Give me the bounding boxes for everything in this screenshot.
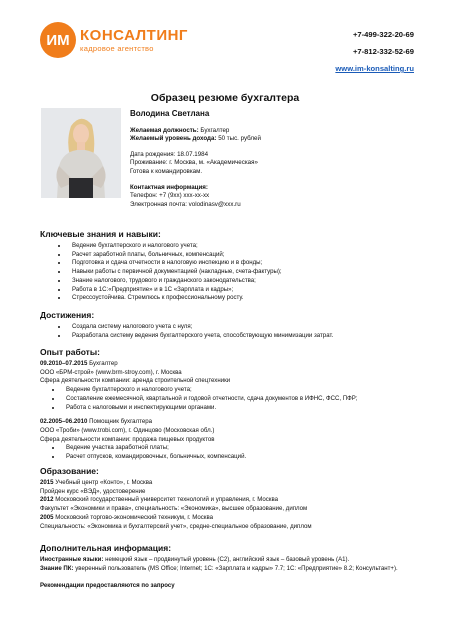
list-item: • Работа с налоговыми и инспектирующими органами. — [62, 404, 420, 413]
experience-heading: Опыт работы: — [40, 347, 100, 357]
logo-tagline: кадровое агентство — [80, 43, 154, 53]
education-heading: Образование: — [40, 466, 99, 476]
list-item: • Навыки работы с первичной документацией (накладные, счета-фактуры); — [68, 268, 420, 277]
list-item: • Подготовка и сдача отчетности в налоговую инспекцию и в фонды; — [68, 259, 420, 268]
personal-info — [130, 110, 261, 209]
education-line: Факультет «Экономики и права», специальность: «Экономика», высшее образование, диплом — [40, 505, 308, 513]
job-company: ООО «БРМ-строй» (www.brm-stroy.com), г. Москва — [40, 368, 182, 376]
document-title: Образец резюме бухгалтера — [150, 92, 300, 104]
candidate-name: Володина Светлана — [130, 109, 210, 118]
achievements-heading: Достижения: — [40, 310, 95, 320]
list-item: • Создала систему налогового учета с нуля; — [68, 323, 420, 332]
candidate-photo — [41, 108, 121, 198]
header-contacts — [335, 26, 414, 77]
list-item: • Стрессоустойчива. Стремлюсь к профессиональному росту. — [68, 294, 420, 303]
job-sphere: Сфера деятельности компании: аренда строительной спецтехники — [40, 377, 231, 385]
list-item: • Расчет отпусков, командировочных, больничных, компенсаций. — [62, 453, 420, 462]
education-line: Специальность: «Экономика и бухгалтерский учет», средне-специальное образование, диплом — [40, 522, 312, 530]
job-period: 02.2005–06.2010 Помощник бухгалтера — [40, 418, 153, 426]
desired-salary: Желаемый уровень дохода: 50 тыс. рублей — [130, 135, 261, 143]
education-line: Пройден курс «ВЭД», удостоверение — [40, 487, 146, 495]
list-item: • Ведение бухгалтерского и налогового учета; — [62, 386, 420, 395]
contact-phone: Телефон: +7 (9хх) ххх-хх-хх — [130, 192, 210, 200]
travel-readiness: Готова к командировкам. — [130, 167, 203, 175]
list-item: • Знание налогового, трудового и гражданского законодательства; — [68, 277, 420, 286]
company-logo[interactable] — [40, 22, 188, 58]
skills-section — [40, 229, 420, 303]
education-line: 2012 Московский государственный университет технологий и управления, г. Москва — [40, 496, 279, 504]
list-item: • Составление ежемесячной, квартальной и годовой отчетности, сдача документов в ИФНС, ФСС, ПФР; — [62, 395, 420, 404]
list-item: • Расчет заработной платы, больничных, компенсаций; — [68, 251, 420, 260]
experience-section — [40, 347, 420, 462]
logo-name: КОНСАЛТИНГ — [80, 26, 188, 44]
contact-email[interactable]: Электронная почта: volodinasv@xxx.ru — [130, 200, 241, 208]
phone-2: +7-812-332-52-69 — [352, 47, 414, 56]
pc-skills: Знание ПК: уверенный пользователь (MS Office; Internet; 1С: «Зарплата и кадры» 7.7; 1С: «Предприятие» 8.2; Консультант+). — [40, 564, 398, 572]
job-sphere: Сфера деятельности компании: продажа пищевых продуктов — [40, 435, 215, 443]
contact-heading: Контактная информация: — [130, 183, 208, 191]
list-item: • Работа в 1С:«Предприятие» и в 1С «Зарплата и кадры»; — [68, 286, 420, 295]
website-link[interactable]: www.im-konsalting.ru — [335, 64, 414, 73]
skills-heading: Ключевые знания и навыки: — [40, 229, 161, 239]
education-line: 2005 Московский торгово-экономический техникум, г. Москва — [40, 513, 214, 521]
additional-heading: Дополнительная информация: — [40, 543, 172, 553]
list-item: • Ведение бухгалтерского и налогового учета; — [68, 242, 420, 251]
education-line: 2015 Учебный центр «Конто», г. Москва — [40, 479, 153, 486]
job-period: 09.2010–07.2015 Бухгалтер — [40, 360, 118, 367]
list-item: • Ведение участка заработной платы; — [62, 444, 420, 453]
recommendations: Рекомендации предоставляются по запросу — [40, 582, 175, 590]
languages: Иностранные языки: немецкий язык – продвинутый уровень (С2), английский язык – базовый уровень (А1). — [40, 556, 350, 563]
list-item: • Разработала систему ведения бухгалтерского учета, способствующую минимизации затрат. — [68, 332, 420, 341]
birth-date: Дата рождения: 18.07.1984 — [130, 150, 209, 158]
job-company: ООО «Троби» (www.trobi.com), г. Одинцово (Московская обл.) — [40, 426, 215, 434]
education-section — [40, 466, 420, 531]
residence: Проживание: г. Москва, м. «Академическая» — [130, 159, 258, 167]
logo-badge: ИМ — [40, 22, 76, 58]
phone-1: +7-499-322-20-69 — [352, 30, 414, 39]
desired-position: Желаемая должность: Бухгалтер — [130, 126, 230, 134]
additional-section — [40, 543, 420, 591]
achievements-section — [40, 310, 420, 340]
